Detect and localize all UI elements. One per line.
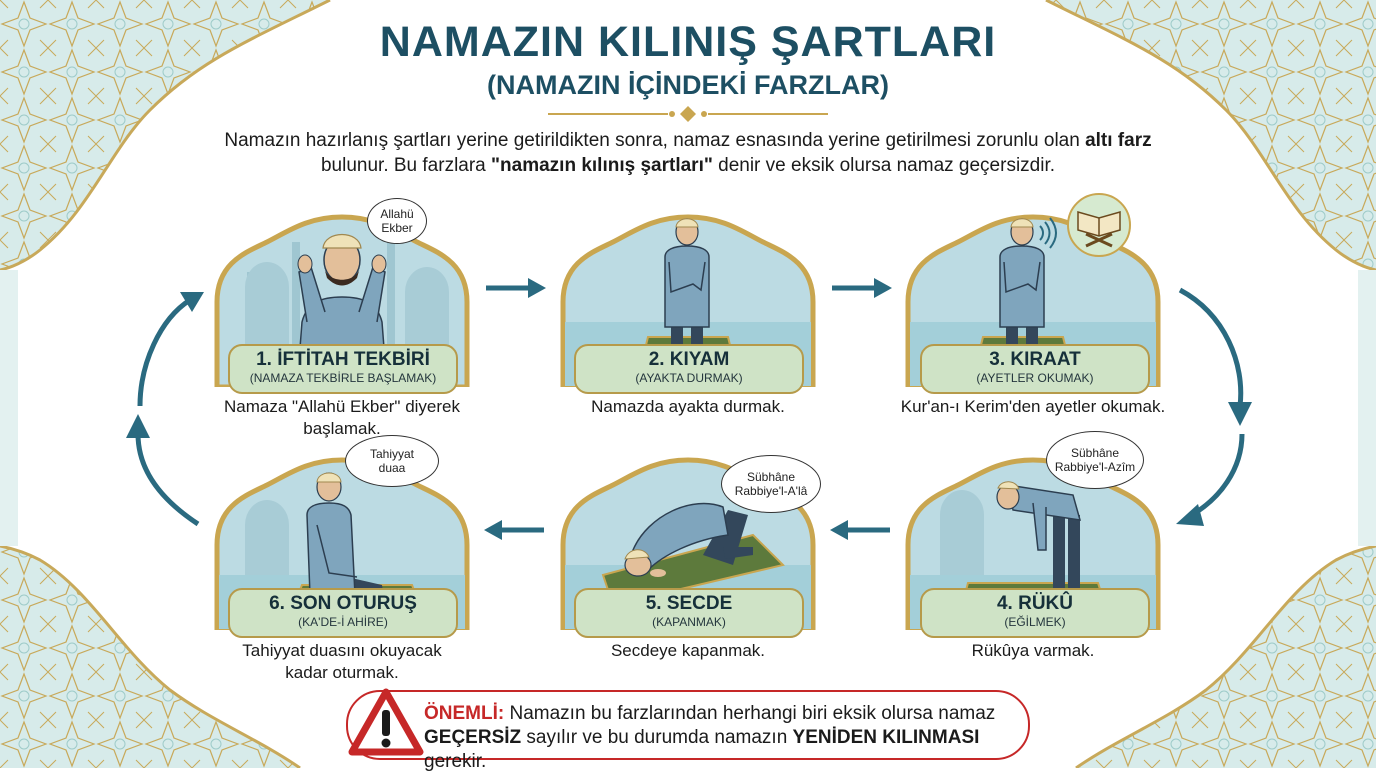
step-title: 4. RÜKÛ	[996, 593, 1073, 614]
intro-text-3: denir ve eksik olursa namaz geçersizdir.	[712, 155, 1056, 176]
step-label-kiyam	[574, 344, 804, 394]
intro-highlight-farz: altı farz	[1085, 130, 1152, 151]
warning-text: ÖNEMLİ: Namazın bu farzlarından herhangi biri eksik olursa namaz GEÇERSİZ sayılır ve bu durumda namazın YENİDEN KILINMASI gerekir.	[424, 703, 996, 772]
intro-text-1: Namazın hazırlanış şartları yerine getirildikten sonra, namaz esnasında yerine getirilmesi zorunlu olan	[224, 130, 1086, 151]
speech-bubble-tekbir: Allahü Ekber	[367, 198, 427, 244]
step-subtitle: (AYAKTA DURMAK)	[635, 371, 743, 385]
warning-label: ÖNEMLİ:	[424, 703, 505, 724]
step-subtitle: (AYETLER OKUMAK)	[976, 371, 1094, 385]
step-subtitle: (EĞİLMEK)	[1004, 615, 1066, 629]
intro-highlight-term: "namazın kılınış şartları"	[491, 155, 713, 176]
step-label-ruku	[920, 588, 1150, 638]
step-title: 6. SON OTURUŞ	[269, 593, 417, 614]
step-label-son-oturus	[228, 588, 458, 638]
warning-highlight-yeniden: YENİDEN KILINMASI	[792, 727, 980, 748]
arrow-right-icon	[828, 276, 894, 300]
step-subtitle: (NAMAZA TEKBİRLE BAŞLAMAK)	[249, 371, 437, 385]
step-description: Tahiyyat duasını okuyacak kadar oturmak.	[242, 641, 442, 682]
arrow-left-icon	[828, 518, 894, 542]
speech-bubble-tahiyyat: Tahiyyat duaa	[345, 435, 439, 487]
step-description: Namazda ayakta durmak.	[591, 397, 785, 416]
page-title: NAMAZIN KILINIŞ ŞARTLARI	[379, 18, 997, 66]
step-label-secde	[574, 588, 804, 638]
step-description: Rükûya varmak.	[971, 641, 1095, 660]
step-title: 2. KIYAM	[648, 349, 730, 370]
step-description: Secdeye kapanmak.	[610, 641, 766, 660]
step-description: Kur'an-ı Kerim'den ayetler okumak.	[900, 397, 1166, 416]
step-title: 3. KIRAAT	[989, 349, 1081, 370]
step-description: Namaza "Allahü Ekber" diyerek başlamak.	[223, 397, 460, 438]
page-subtitle: (NAMAZIN İÇİNDEKİ FARZLAR)	[487, 70, 889, 100]
step-subtitle: (KA'DE-İ AHİRE)	[298, 615, 388, 629]
ornament-divider	[538, 104, 838, 124]
speech-bubble-ruku: Sübhâne Rabbiye'l-Azîm	[1046, 431, 1144, 489]
step-title: 1. İFTİTAH TEKBİRİ	[256, 349, 430, 370]
arrow-curve-down-icon	[1170, 284, 1260, 534]
intro-text-2: bulunur. Bu farzlara	[320, 155, 492, 176]
warning-box	[346, 690, 1030, 772]
speech-bubble-secde: Sübhâne Rabbiye'l-A'lâ	[721, 455, 821, 513]
quran-icon	[1066, 192, 1132, 258]
warning-triangle-icon	[348, 688, 424, 758]
arrow-right-icon	[482, 276, 548, 300]
step-label-kiraat	[920, 344, 1150, 394]
arrow-left-icon	[482, 518, 548, 542]
arrow-curve-up-icon	[120, 284, 210, 534]
intro-paragraph	[200, 128, 1176, 178]
step-subtitle: (KAPANMAK)	[652, 615, 726, 629]
warning-highlight-gecersiz: GEÇERSİZ	[424, 727, 522, 748]
step-label-iftitah	[228, 344, 458, 394]
step-title: 5. SECDE	[645, 593, 733, 614]
